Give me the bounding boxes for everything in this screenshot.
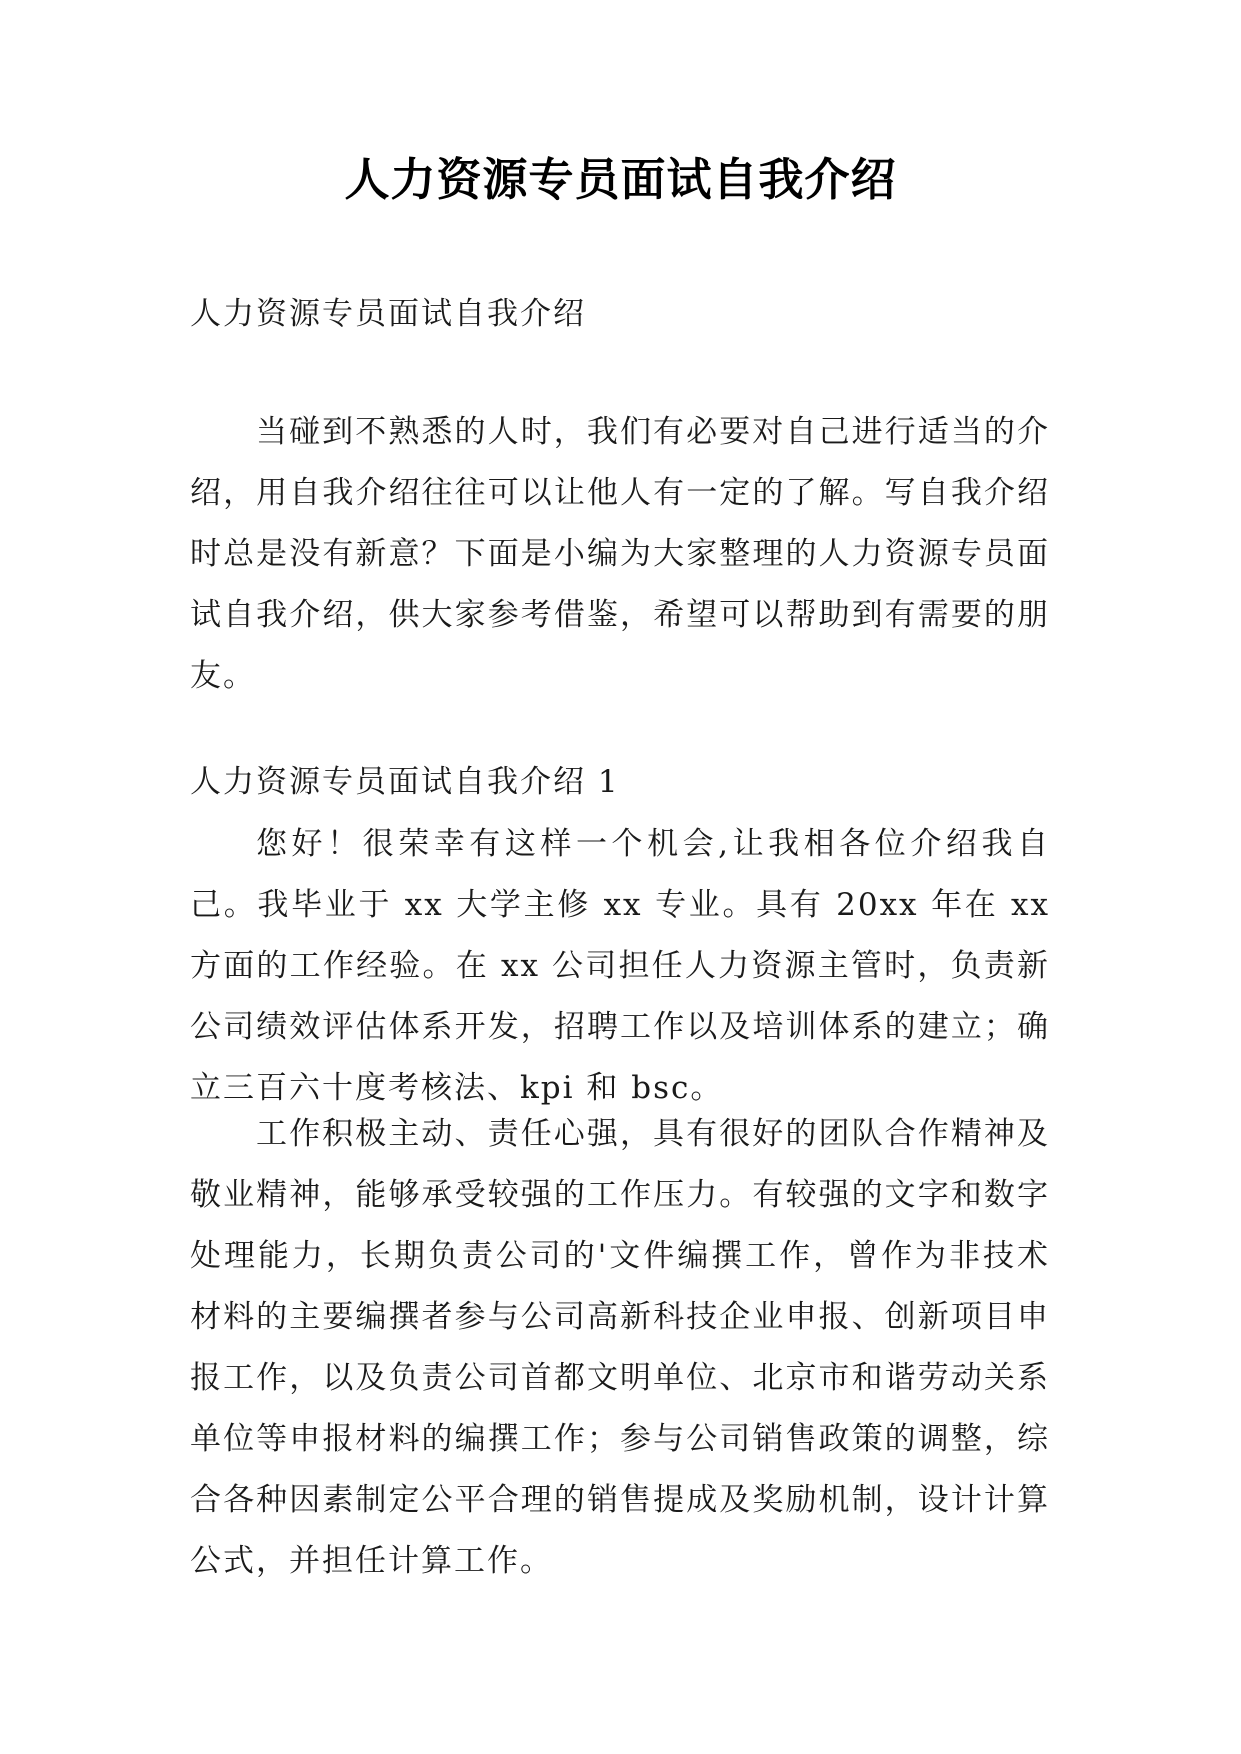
section-heading: 人力资源专员面试自我介绍 1 — [190, 764, 620, 800]
body-paragraph-1: 您好！很荣幸有这样一个机会,让我相各位介绍我自己。我毕业于 xx 大学主修 xx 专业。具有 20xx 年在 xx 方面的工作经验。在 xx 公司担任人力资源主管时，负责新公司绩效评估体系开发，招聘工作以及培训体系的建立；确立三百六十度考核法、kpi 和 bsc。 — [190, 826, 1050, 1106]
intro-paragraph: 当碰到不熟悉的人时，我们有必要对自己进行适当的介绍，用自我介绍往往可以让他人有一定的了解。写自我介绍时总是没有新意？下面是小编为大家整理的人力资源专员面试自我介绍，供大家参考借鉴，希望可以帮助到有需要的朋友。 — [190, 414, 1050, 694]
body-paragraph-2: 工作积极主动、责任心强，具有很好的团队合作精神及敬业精神，能够承受较强的工作压力。有较强的文字和数字处理能力，长期负责公司的'文件编撰工作，曾作为非技术材料的主要编撰者参与公司高新科技企业申报、创新项目申报工作，以及负责公司首都文明单位、北京市和谐劳动关系单位等申报材料的编撰工作；参与公司销售政策的调整，综合各种因素制定公平合理的销售提成及奖励机制，设计计算公式，并担任计算工作。 — [190, 1116, 1050, 1579]
document-subtitle: 人力资源专员面试自我介绍 — [190, 296, 586, 332]
document-title: 人力资源专员面试自我介绍 — [344, 153, 897, 206]
